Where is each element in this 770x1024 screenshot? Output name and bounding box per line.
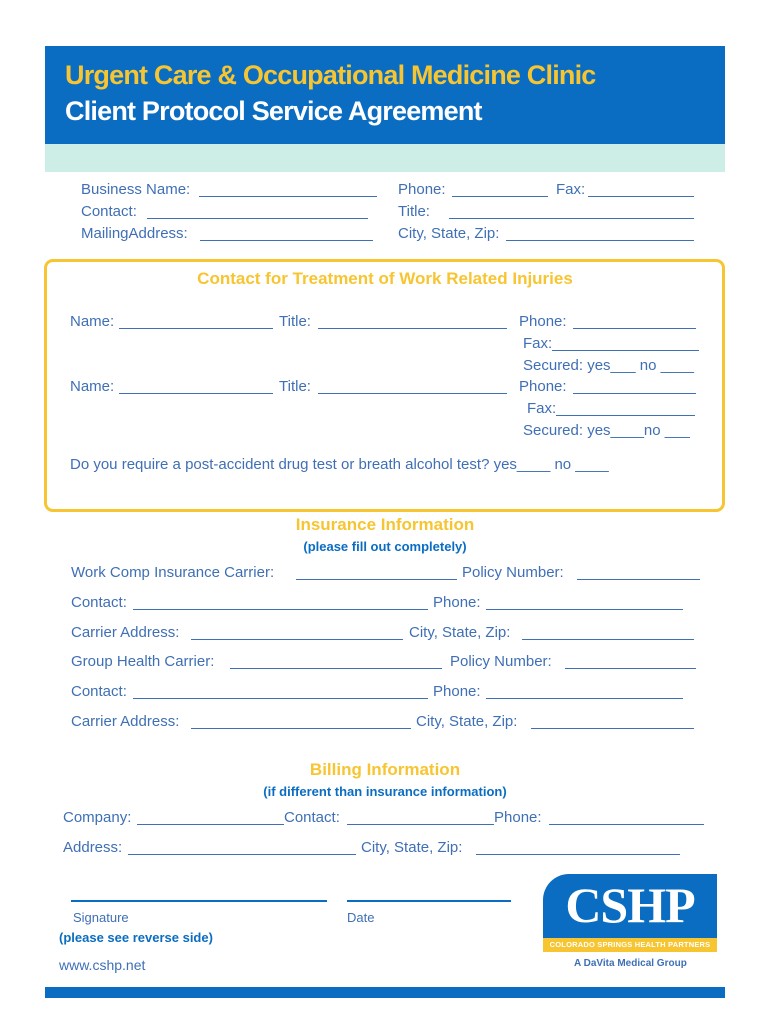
- carrier-address1-field[interactable]: [191, 639, 403, 640]
- treatment-fax1-field[interactable]: [552, 350, 699, 351]
- ins-city2-label: City, State, Zip:: [416, 713, 518, 730]
- treatment-phone2-label: Phone:: [519, 378, 567, 395]
- policy-number1-label: Policy Number:: [462, 564, 564, 581]
- date-field[interactable]: [347, 900, 511, 902]
- header-stripe: [45, 144, 725, 172]
- billing-company-label: Company:: [63, 809, 132, 826]
- wc-carrier-label: Work Comp Insurance Carrier:: [71, 564, 275, 581]
- policy-number2-label: Policy Number:: [450, 653, 552, 670]
- treatment-heading: Contact for Treatment of Work Related Injuries: [197, 269, 573, 288]
- billing-contact-field[interactable]: [347, 824, 494, 825]
- wc-carrier-field[interactable]: [296, 579, 457, 580]
- treatment-name1-label: Name:: [70, 313, 115, 330]
- insurance-note: (please fill out completely): [303, 539, 467, 554]
- drug-test-question[interactable]: Do you require a post-accident drug test or breath alcohol test? yes____ no ____: [70, 456, 609, 473]
- treatment-phone2-field[interactable]: [573, 393, 696, 394]
- business-name-label: Business Name:: [81, 181, 191, 198]
- contact-label: Contact:: [81, 203, 137, 220]
- treatment-title2-field[interactable]: [318, 393, 507, 394]
- group-carrier-label: Group Health Carrier:: [71, 653, 215, 670]
- policy-number2-field[interactable]: [565, 668, 696, 669]
- city-state-zip-field[interactable]: [506, 240, 694, 241]
- treatment-title2-label: Title:: [279, 378, 311, 395]
- treatment-phone1-field[interactable]: [573, 328, 696, 329]
- treatment-fax2-field[interactable]: [556, 415, 695, 416]
- policy-number1-field[interactable]: [577, 579, 700, 580]
- billing-company-field[interactable]: [137, 824, 284, 825]
- group-carrier-field[interactable]: [230, 668, 442, 669]
- carrier-address2-field[interactable]: [191, 728, 411, 729]
- treatment-contact-box: [44, 259, 725, 512]
- ins-phone2-field[interactable]: [486, 698, 683, 699]
- treatment-phone1-label: Phone:: [519, 313, 567, 330]
- billing-city-field[interactable]: [476, 854, 680, 855]
- mailing-address-label: MailingAddress:: [81, 225, 188, 242]
- phone-label: Phone:: [398, 181, 446, 198]
- treatment-name2-field[interactable]: [119, 393, 273, 394]
- contact-field[interactable]: [147, 218, 368, 219]
- phone-field[interactable]: [452, 196, 548, 197]
- fax-label: Fax:: [556, 181, 586, 198]
- insurance-heading: Insurance Information: [295, 515, 475, 534]
- ins-phone2-label: Phone:: [433, 683, 481, 700]
- logo-wordmark: CSHP: [565, 877, 695, 933]
- ins-contact1-field[interactable]: [133, 609, 428, 610]
- ins-contact2-label: Contact:: [71, 683, 127, 700]
- billing-address-label: Address:: [63, 839, 123, 856]
- business-name-field[interactable]: [199, 196, 377, 197]
- treatment-name1-field[interactable]: [119, 328, 273, 329]
- logo-tagline: A DaVita Medical Group: [574, 958, 687, 969]
- treatment-fax1-label: Fax:: [523, 335, 553, 352]
- billing-phone-field[interactable]: [549, 824, 704, 825]
- signature-field[interactable]: [71, 900, 327, 902]
- treatment-fax2-label: Fax:: [527, 400, 557, 417]
- date-label: Date: [347, 910, 375, 925]
- title-field[interactable]: [449, 218, 694, 219]
- ins-phone1-label: Phone:: [433, 594, 481, 611]
- billing-address-field[interactable]: [128, 854, 356, 855]
- carrier-address2-label: Carrier Address:: [71, 713, 180, 730]
- carrier-address1-label: Carrier Address:: [71, 624, 180, 641]
- billing-note: (if different than insurance information): [263, 784, 507, 799]
- footer-bar: [45, 987, 725, 998]
- billing-heading: Billing Information: [309, 760, 461, 779]
- ins-contact1-label: Contact:: [71, 594, 127, 611]
- billing-phone-label: Phone:: [494, 809, 542, 826]
- logo-full-name: COLORADO SPRINGS HEALTH PARTNERS: [549, 940, 711, 949]
- billing-contact-label: Contact:: [284, 809, 340, 826]
- ins-city2-field[interactable]: [531, 728, 694, 729]
- clinic-title: Urgent Care & Occupational Medicine Clinic: [65, 60, 596, 90]
- ins-phone1-field[interactable]: [486, 609, 683, 610]
- logo-band: [543, 938, 717, 952]
- treatment-secured1[interactable]: Secured: yes___ no ____: [523, 357, 694, 374]
- fax-field[interactable]: [588, 196, 694, 197]
- city-state-zip-label: City, State, Zip:: [398, 225, 500, 242]
- ins-city1-label: City, State, Zip:: [409, 624, 511, 641]
- form-title: Client Protocol Service Agreement: [65, 96, 482, 126]
- ins-city1-field[interactable]: [522, 639, 694, 640]
- treatment-title1-label: Title:: [279, 313, 311, 330]
- ins-contact2-field[interactable]: [133, 698, 428, 699]
- cshp-logo: [543, 874, 717, 952]
- reverse-side-note: (please see reverse side): [59, 930, 213, 945]
- signature-label: Signature: [73, 910, 129, 925]
- billing-city-label: City, State, Zip:: [361, 839, 463, 856]
- mailing-address-field[interactable]: [200, 240, 373, 241]
- treatment-title1-field[interactable]: [318, 328, 507, 329]
- title-label: Title:: [398, 203, 430, 220]
- treatment-name2-label: Name:: [70, 378, 115, 395]
- treatment-secured2[interactable]: Secured: yes____no ___: [523, 422, 690, 439]
- website-link[interactable]: www.cshp.net: [59, 957, 146, 973]
